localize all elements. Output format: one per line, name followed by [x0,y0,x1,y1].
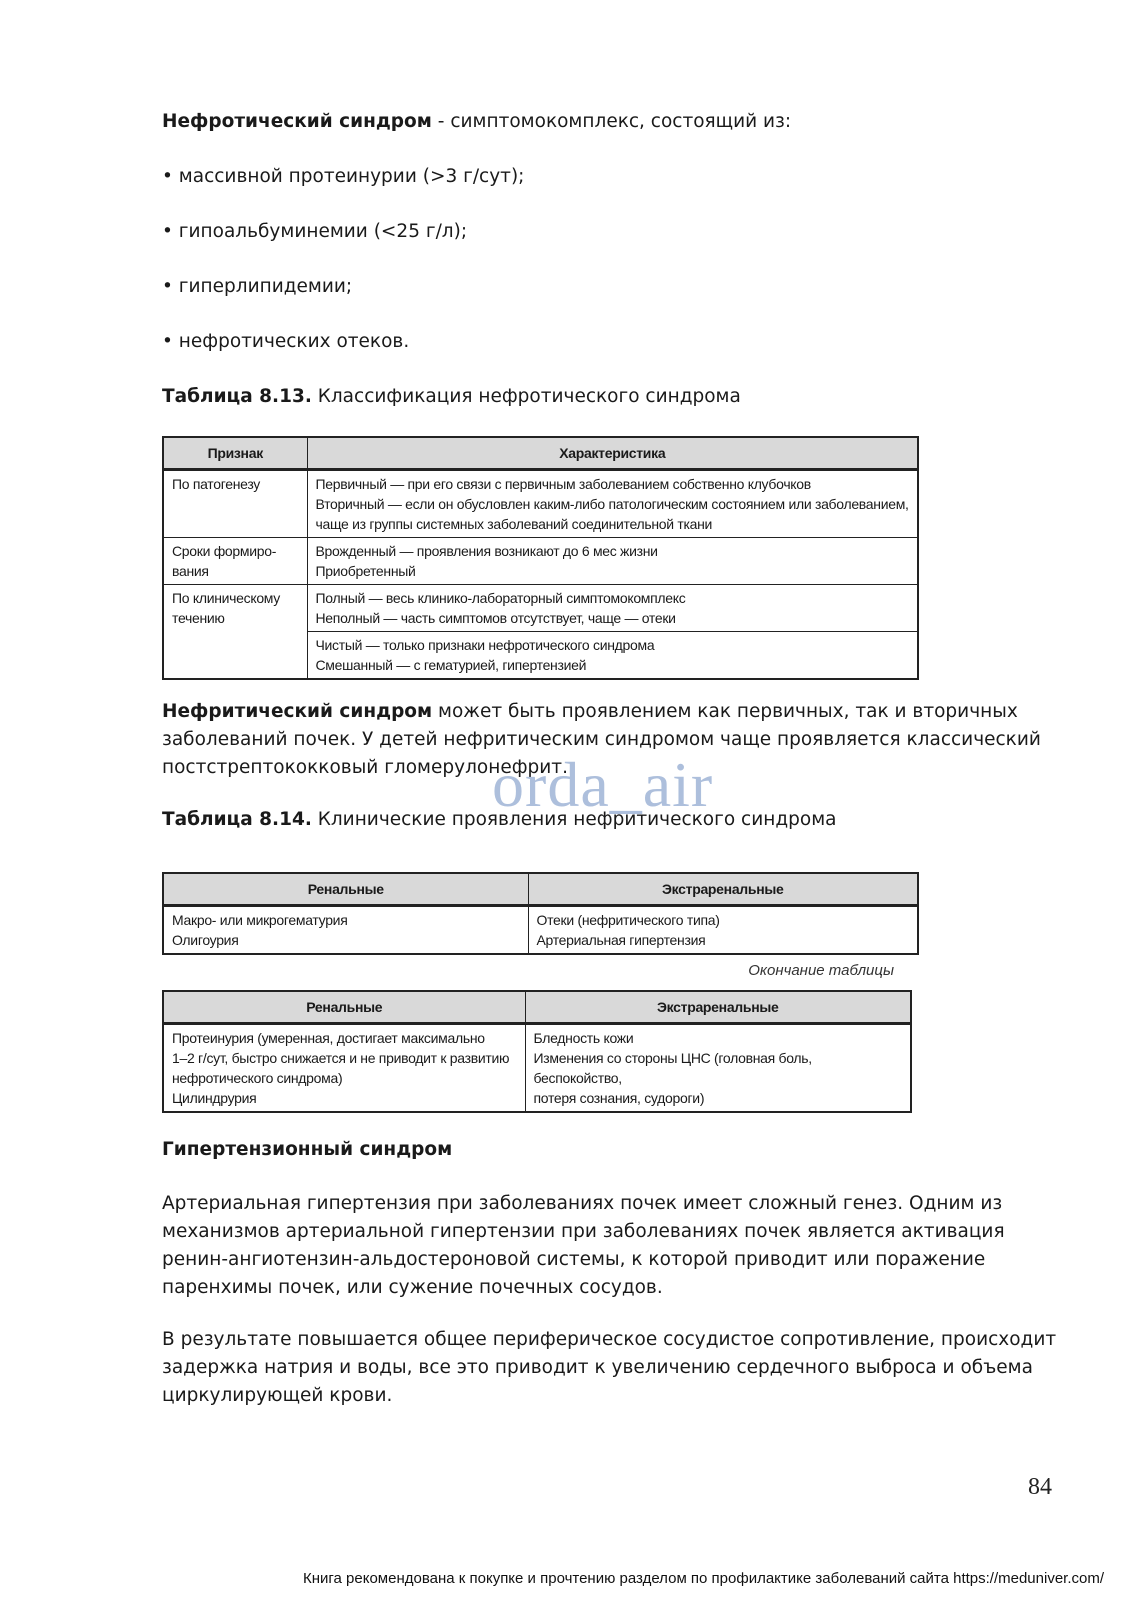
hypertension-paragraph-2: В результате повышается общее периферическое сосудистое сопротивление, происходит задержка натрия и воды, все это приводит к увеличению сердечного выброса и объема циркулирующей крови. [162,1329,1057,1406]
watermark-text: orda_air [492,749,714,820]
table-row [163,538,918,585]
header-extrarenal: Экстраренальные [525,991,911,1024]
cell-line: Неполный — часть симптомов отсутствует, чаще — отеки [315,610,676,626]
bullet-item: • нефротических отеков. [162,331,410,352]
table-8-13 [162,436,919,680]
characteristic-cell [307,538,918,585]
renal-cell [163,1024,525,1113]
header-extrarenal: Экстраренальные [528,873,918,906]
table-8-13-label: Таблица 8.13. [162,386,312,407]
table-8-14-title: Клинические проявления нефритического синдрома [311,809,837,830]
table-header-row [163,873,918,906]
table-8-14-part2 [162,990,912,1113]
cell-line: Макро- или микрогематурия [172,912,348,928]
cell-line: Олигоурия [172,932,239,948]
cell-line: Вторичный — если он обусловлен каким-либо патологическим состоянием или заболеванием, [315,496,909,512]
sign-cell [163,470,307,538]
cell-line: Чистый — только признаки нефротического синдрома [315,637,655,653]
bullet-item: • гипоальбуминемии (<25 г/л); [162,221,468,242]
nephritic-rest: может быть проявлением как первичных, так и вторичных заболеваний почек. У детей нефритическим синдромом чаще проявляется классический постстрептококковый гломерулонефрит. [162,701,1041,778]
cell-line: Протеинурия (умеренная, достигает максимально [172,1030,485,1046]
cell-line: Первичный — при его связи с первичным заболеванием собственно клубочков [315,476,811,492]
intro-rest: - симптомокомплекс, состоящий из: [431,111,792,132]
table-continuation-label: Окончание таблицы [748,962,894,979]
cell-line: Врожденный — проявления возникают до 6 мес жизни [315,543,658,559]
cell-line: По патогенезу [172,476,260,492]
cell-line: течению [172,610,225,626]
characteristic-cell [307,632,918,680]
table-8-13-title: Классификация нефротического синдрома [311,386,741,407]
header-renal: Ренальные [163,873,528,906]
table-8-14-label: Таблица 8.14. [162,809,312,830]
intro-term: Нефротический синдром [162,111,432,132]
table-8-14-part1 [162,872,919,955]
cell-line: Изменения со стороны ЦНС (головная боль, беспокойство, [533,1050,812,1086]
cell-line: Цилиндрурия [172,1090,257,1106]
characteristic-cell [307,470,918,538]
intro-line [162,108,791,136]
cell-line: Артериальная гипертензия [536,932,706,948]
extrarenal-cell [525,1024,911,1113]
cell-line: Приобретенный [315,563,416,579]
cell-line: потеря сознания, судороги) [533,1090,705,1106]
header-characteristic: Характеристика [307,437,918,470]
hypertension-heading: Гипертензионный синдром [162,1139,453,1160]
cell-line: нефротического синдрома) [172,1070,343,1086]
cell-line: 1–2 г/сут, быстро снижается и не приводит к развитию [172,1050,510,1066]
cell-line: Полный — весь клинико-лабораторный симптомокомплекс [315,590,686,606]
table-row [163,1024,911,1113]
cell-line: вания [172,563,209,579]
characteristic-cell [307,585,918,632]
cell-line: Отеки (нефритического типа) [536,912,720,928]
page-number: 84 [1028,1474,1052,1500]
sign-cell [163,538,307,585]
cell-line: Сроки формиро- [172,543,277,559]
header-renal: Ренальные [163,991,525,1024]
nephritic-term: Нефритический синдром [162,701,433,722]
table-row [163,470,918,538]
footer-text: Книга рекомендована к покупке и прочтению разделом по профилактике заболеваний сайта https://meduniver.com/ [302,1570,1104,1587]
bullet-item: • массивной протеинурии (>3 г/сут); [162,166,525,187]
cell-line: Смешанный — с гематурией, гипертензией [315,657,587,673]
bullet-item: • гиперлипидемии; [162,276,353,297]
table-row [163,585,918,632]
table-row [163,906,918,955]
extrarenal-cell [528,906,918,955]
renal-cell [163,906,528,955]
hypertension-paragraph-1: Артериальная гипертензия при заболеваниях почек имеет сложный генез. Одним из механизмов артериальной гипертензии при заболеваниях почек является активация ренин-ангиотензин-альдостероновой системы, к которой приводит или поражение паренхимы почек, или сужение почечных сосудов. [162,1193,1005,1298]
cell-line: чаще из группы системных заболеваний соединительной ткани [315,516,713,532]
table-header-row [163,437,918,470]
cell-line: По клиническому [172,590,280,606]
header-sign: Признак [163,437,307,470]
cell-line: Бледность кожи [533,1030,634,1046]
sign-cell [163,585,307,680]
table-header-row [163,991,911,1024]
table-8-13-caption [162,383,741,411]
table-8-14-caption [162,806,836,834]
